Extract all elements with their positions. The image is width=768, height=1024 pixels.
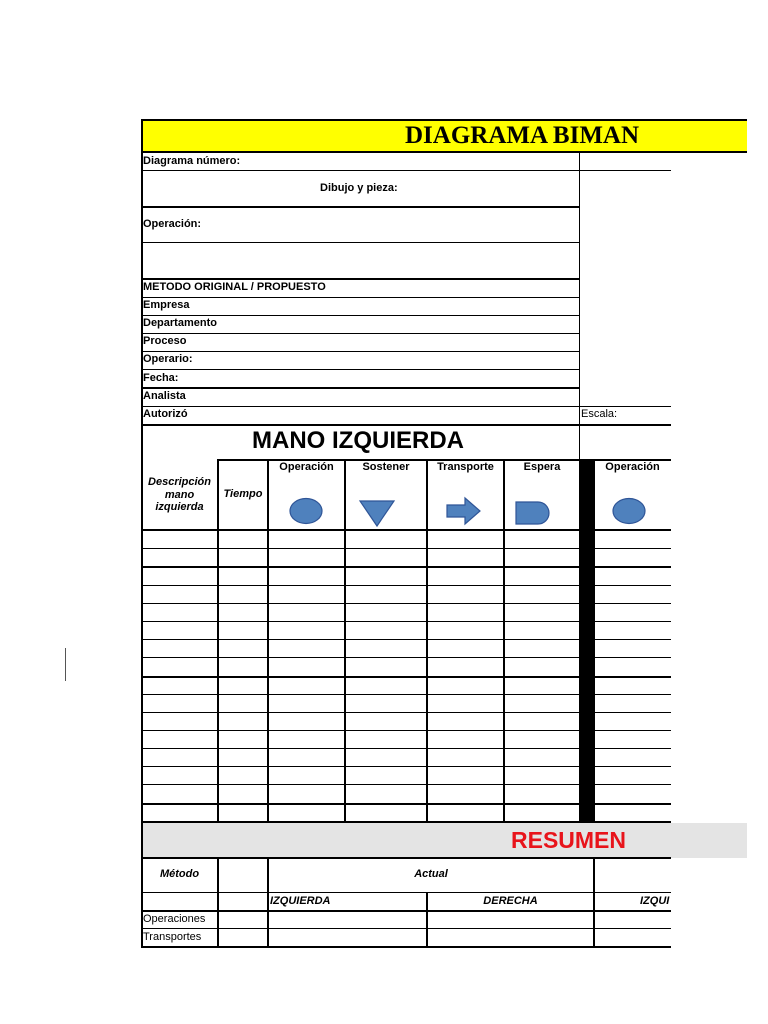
operator-label: Operario: (143, 353, 193, 365)
right-column-header: DERECHA (483, 895, 538, 907)
left-column-header-2: IZQUI (640, 895, 670, 907)
summary-title: RESUMEN (511, 827, 627, 853)
arrow-right-icon (445, 496, 485, 528)
triangle-down-icon (358, 498, 398, 530)
circle-icon (286, 496, 326, 528)
col-wait-label: Espera (523, 461, 561, 473)
analyst-label: Analista (143, 390, 186, 402)
authorized-label: Autorizó (143, 408, 188, 420)
col-right-operation-label: Operación (605, 461, 660, 473)
diagram-number-label: Diagrama número: (143, 155, 241, 167)
left-hand-heading: MANO IZQUIERDA (252, 427, 464, 454)
circle-icon (611, 496, 651, 528)
operation-label: Operación: (143, 218, 202, 230)
drawing-piece-label: Dibujo y pieza: (320, 182, 398, 194)
col-hold-label: Sostener (362, 461, 410, 473)
actual-header: Actual (414, 868, 448, 880)
company-label: Empresa (143, 299, 190, 311)
time-header: Tiempo (223, 488, 263, 500)
d-shape-icon (514, 499, 554, 531)
method-label: METODO ORIGINAL / PROPUESTO (143, 281, 326, 293)
department-label: Departamento (143, 317, 217, 329)
date-label: Fecha: (143, 372, 179, 384)
summary-row-transports: Transportes (143, 931, 202, 943)
col-transport-label: Transporte (437, 461, 494, 473)
scale-label: Escala: (581, 408, 618, 420)
col-operation-label: Operación (279, 461, 334, 473)
process-label: Proceso (143, 335, 187, 347)
description-header: Descripción mano izquierda (148, 476, 211, 513)
left-column-header: IZQUIERDA (270, 895, 331, 907)
summary-row-operations: Operaciones (143, 913, 206, 925)
method-header: Método (159, 868, 200, 880)
form-title: DIAGRAMA BIMAN (405, 122, 640, 149)
